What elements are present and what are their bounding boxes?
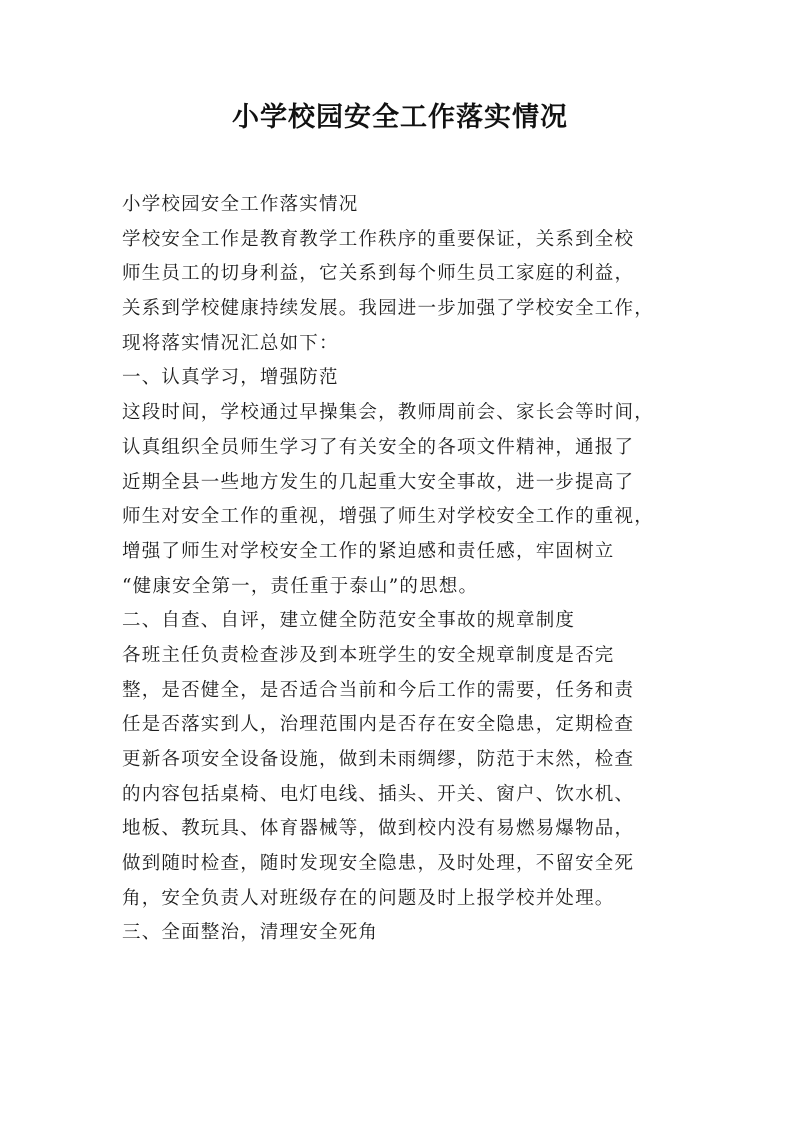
section-heading-1: 一、认真学习，增强防范 <box>122 367 339 389</box>
body-line: 各班主任负责检查涉及到本班学生的安全规章制度是否完 <box>122 644 615 666</box>
body-line: 师生员工的切身利益，它关系到每个师生员工家庭的利益， <box>122 263 635 285</box>
section-heading-3: 三、全面整治，清理安全死角 <box>122 922 379 944</box>
body-line: 现将落实情况汇总如下： <box>122 332 339 354</box>
body-subtitle-line: 小学校园安全工作落实情况 <box>122 194 359 215</box>
body-line: 地板、教玩具、体育器械等，做到校内没有易燃易爆物品， <box>122 818 635 840</box>
body-line: 认真组织全员师生学习了有关安全的各项文件精神，通报了 <box>122 436 635 458</box>
body-line: 整，是否健全，是否适合当前和今后工作的需要，任务和责 <box>122 679 635 701</box>
body-line: 关系到学校健康持续发展。我园进一步加强了学校安全工作， <box>122 298 654 320</box>
body-line: 学校安全工作是教育教学工作秩序的重要保证，关系到全校 <box>122 228 635 250</box>
section-heading-2: 二、自查、自评，建立健全防范安全事故的规章制度 <box>122 610 576 632</box>
body-line: 近期全县一些地方发生的几起重大安全事故，进一步提高了 <box>122 471 635 493</box>
body-line: 师生对安全工作的重视，增强了师生对学校安全工作的重视， <box>122 506 654 528</box>
body-line: 的内容包括桌椅、电灯电线、插头、开关、窗户、饮水机、 <box>122 783 635 805</box>
body-line: 角，安全负责人对班级存在的问题及时上报学校并处理。 <box>122 887 615 909</box>
body-line: 这段时间，学校通过早操集会，教师周前会、家长会等时间， <box>122 402 654 424</box>
document-body <box>122 188 692 951</box>
body-line: 做到随时检查，随时发现安全隐患，及时处理，不留安全死 <box>122 853 635 875</box>
body-line: 更新各项安全设备设施，做到未雨绸缪，防范于末然，检查 <box>122 749 635 770</box>
body-line: “健康安全第一，责任重于泰山”的思想。 <box>122 575 479 597</box>
document-title: 小学校园安全工作落实情况 <box>232 102 568 133</box>
body-line: 任是否落实到人，治理范围内是否存在安全隐患，定期检查 <box>122 714 635 736</box>
body-line: 增强了师生对学校安全工作的紧迫感和责任感，牢固树立 <box>122 540 615 562</box>
